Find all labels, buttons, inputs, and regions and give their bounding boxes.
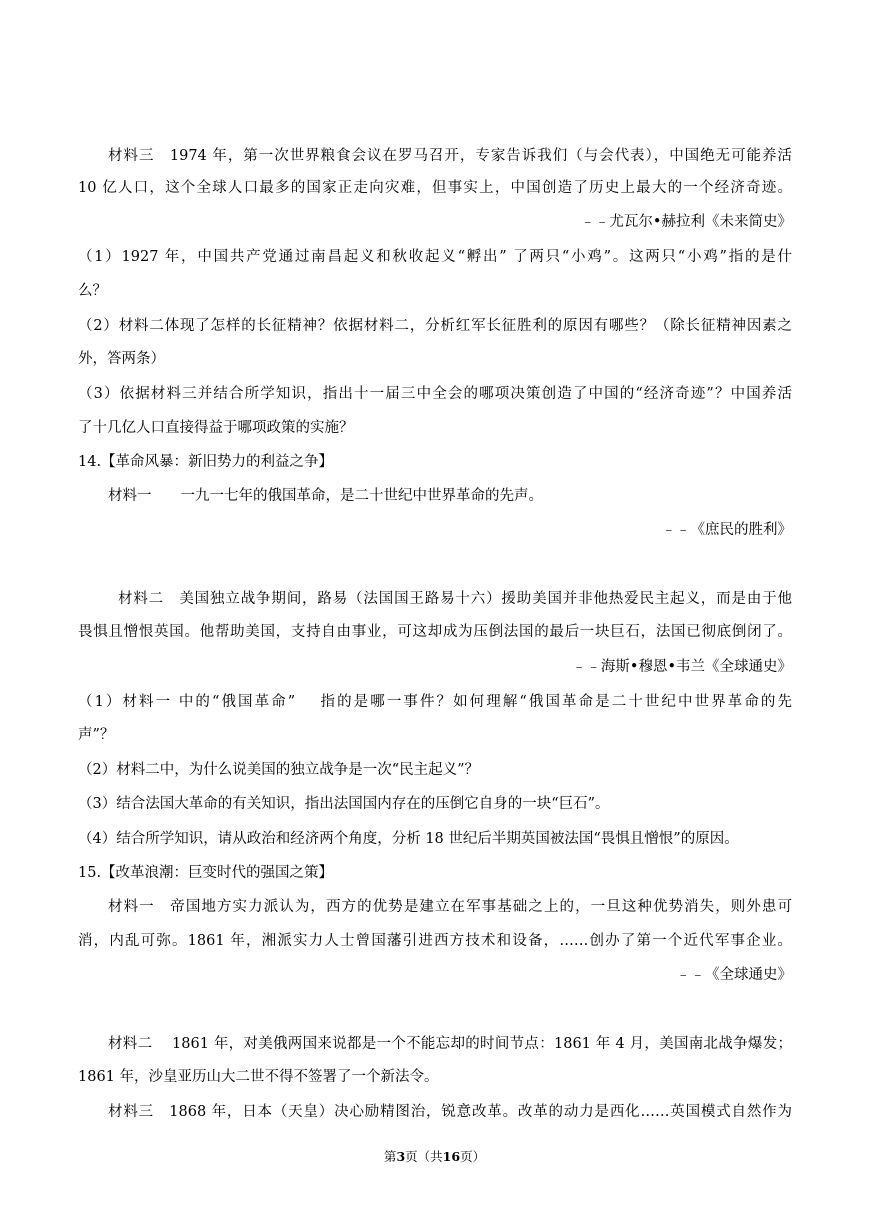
q15-material3-line1: 材料三 1868 年，日本（天皇）决心励精图治，锐意改革。改革的动力是西化……英国模式自然作为 [108,1104,792,1120]
q15-material2-line2: 1861 年，沙皇亚历山大二世不得不签署了一个新法令。 [78,1069,439,1085]
q13-question1-line1: （1）1927 年，中国共产党通过南昌起义和秋收起义“孵出” 了两只“小鸡”。这两只“小鸡”指的是什 [78,249,792,265]
q14-question1-line1: （1）材料一 中的“俄国革命” 指的是哪一事件？如何理解“俄国革命是二十世纪中世界革命的先 [78,694,792,710]
q13-question3-line2: 了十几亿人口直接得益于哪项政策的实施？ [78,420,354,436]
q15-material1-source: ﹣﹣《全球通史》 [676,967,792,983]
q14-question2: （2）材料二中，为什么说美国的独立战争是一次“民主起义”？ [78,762,480,778]
q15-material2-line1: 材料二 1861 年，对美俄两国来说都是一个不能忘却的时间节点：1861 年 4 月，美国南北战争爆发； [108,1036,792,1052]
q14-question3: （3）结合法国大革命的有关知识，指出法国国内存在的压倒它自身的一块“巨石”。 [78,796,610,812]
q14-question1-line2: 声”？ [78,727,115,743]
q14-title: 14.【革命风暴：新旧势力的利益之争】 [78,454,334,470]
q13-question2-line2: 外，答两条） [78,351,165,367]
footer-prefix: 第 [383,1149,397,1164]
page-number: 3 [396,1149,406,1164]
q13-question1-line2: 么？ [78,283,107,299]
q14-question4: （4）结合所学知识，请从政治和经济两个角度，分析 18 世纪后半期英国被法国“畏惧且憎恨”的原因。 [78,831,739,847]
page-footer [0,1148,869,1166]
footer-mid: 页（共 [405,1149,443,1164]
q13-material3-source: ﹣﹣尤瓦尔•赫拉利《未来简史》 [580,214,792,230]
q15-material1-line2: 消，内乱可弥。1861 年，湘派实力人士曾国藩引进西方技术和设备，……创办了第一个近代军事企业。 [78,933,792,949]
q14-material2-source: ﹣﹣海斯•穆恩•韦兰《全球通史》 [571,659,792,675]
q13-material3-line2: 10 亿人口，这个全球人口最多的国家正走向灾难，但事实上，中国创造了历史上最大的一个经济奇迹。 [78,180,792,196]
q13-question3-line1: （3）依据材料三并结合所学知识，指出十一届三中全会的哪项决策创造了中国的“经济奇迹”？中国养活 [78,386,792,402]
q14-material1-source: ﹣﹣《庶民的胜利》 [661,522,792,538]
q14-material1: 材料一 一九一七年的俄国革命，是二十世纪中世界革命的先声。 [108,488,543,504]
q14-material2-line2: 畏惧且憎恨英国。他帮助美国，支持自由事业，可这却成为压倒法国的最后一块巨石，法国已彻底倒闭了。 [78,624,792,640]
page-total: 16 [442,1149,461,1164]
q13-question2-line1: （2）材料二体现了怎样的长征精神？依据材料二，分析红军长征胜利的原因有哪些？（除长征精神因素之 [78,318,792,334]
footer-suffix: 页） [460,1149,486,1164]
q13-material3-line1: 材料三 1974 年，第一次世界粮食会议在罗马召开，专家告诉我们（与会代表），中国绝无可能养活 [108,148,792,164]
q15-material1-line1: 材料一 帝国地方实力派认为，西方的优势是建立在军事基础之上的，一旦这种优势消失，则外患可 [108,899,792,915]
q14-material2-line1: 材料二 美国独立战争期间，路易（法国国王路易十六）援助美国并非他热爱民主起义，而是由于他 [118,591,792,607]
q15-title: 15.【改革浪潮：巨变时代的强国之策】 [78,865,334,881]
